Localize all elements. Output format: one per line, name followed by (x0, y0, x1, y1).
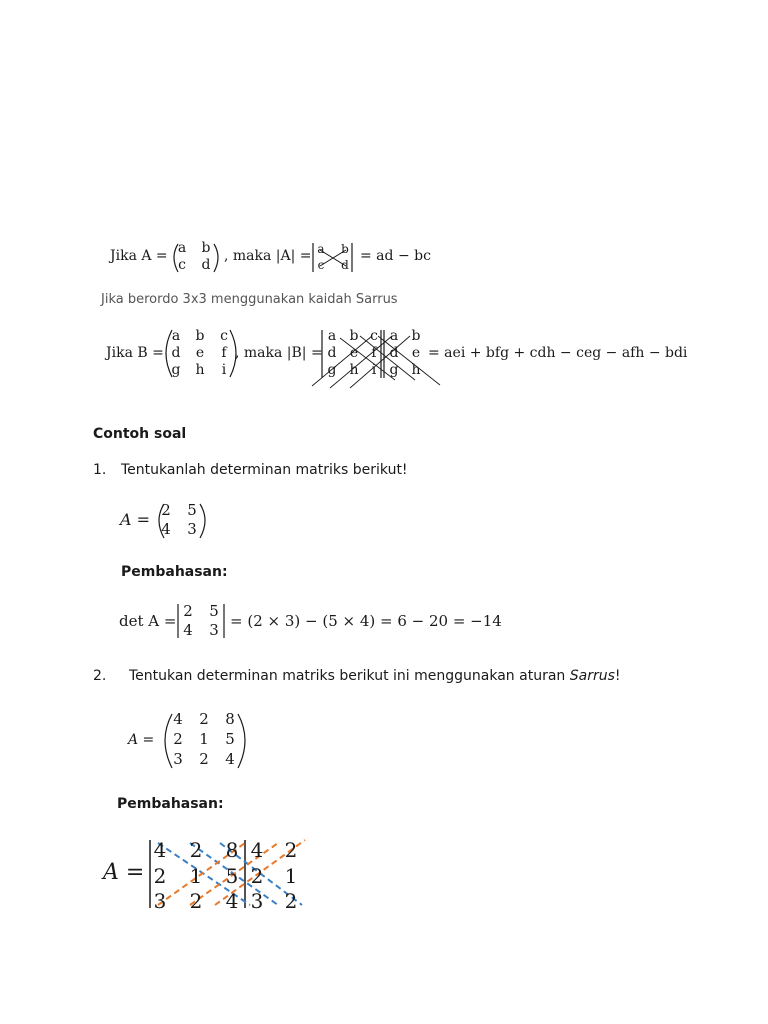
formula2-det-cell: d (389, 345, 399, 361)
formula2-det-cell: c (370, 328, 378, 344)
formula1-m-b: b (201, 240, 211, 256)
q2-det-cell: 3 (153, 889, 167, 913)
q2-m-cell: 3 (173, 750, 183, 768)
formula1-m-c: c (178, 257, 186, 273)
q1-number: 1. (93, 462, 107, 478)
q2-det-cell: 5 (225, 864, 239, 888)
q2-m-cell: 5 (225, 730, 235, 748)
q2-det-cell: 4 (225, 889, 239, 913)
formula2-det-cell: b (349, 328, 359, 344)
formula2-det-cell: f (371, 345, 377, 361)
formula2-det-cell: g (389, 362, 399, 378)
formula1-det-a: a (317, 242, 325, 256)
formula1-prefix: Jika A = (110, 248, 168, 264)
formula2-det-cell: a (389, 328, 399, 344)
q1-solution-title: Pembahasan: (121, 564, 228, 580)
formula2-m-d: d (171, 345, 181, 361)
q1-m-cell: 3 (187, 520, 197, 538)
q2-m-cell: 4 (225, 750, 235, 768)
q2-number: 2. (93, 668, 107, 684)
formula2-det-cell: b (411, 328, 421, 344)
q1-det-cell: 2 (183, 602, 193, 620)
q1-m-cell: 2 (161, 501, 171, 519)
formula1-mid: , maka |A| = (224, 248, 312, 264)
q2-det-cell: 2 (189, 889, 203, 913)
q2-m-cell: 8 (225, 710, 235, 728)
q1-label: A = (120, 510, 151, 529)
formula1-result: = ad − bc (360, 248, 431, 264)
q2-det-cell: 2 (189, 838, 203, 862)
q1-det-cell: 4 (183, 621, 193, 639)
q1-det-cell: 3 (209, 621, 219, 639)
sarrus-note: Jika berordo 3x3 menggunakan kaidah Sarrus (101, 292, 398, 307)
formula2-m-g: g (171, 362, 181, 378)
q2-solution-title: Pembahasan: (117, 796, 224, 812)
formula2-prefix: Jika B = (106, 345, 164, 361)
formula2-det-cell: g (327, 362, 337, 378)
q2-det-cell: 1 (189, 864, 203, 888)
formula2-det-cell: e (349, 345, 359, 361)
formula2-m-c: c (220, 328, 228, 344)
section-title: Contoh soal (93, 426, 187, 442)
formula2-m-e: e (195, 345, 205, 361)
q1-det-cell: 5 (209, 602, 219, 620)
formula1-m-d: d (201, 257, 211, 273)
q2-m-cell: 2 (173, 730, 183, 748)
q1-m-cell: 5 (187, 501, 197, 519)
q2-m-cell: 4 (173, 710, 183, 728)
formula2-m-a: a (171, 328, 181, 344)
formula2-det-cell: h (349, 362, 359, 378)
q1-text: Tentukanlah determinan matriks berikut! (121, 462, 408, 478)
q2-label: A = (128, 732, 155, 748)
q2-det-cell: 2 (284, 838, 298, 862)
formula2-det-cell: e (411, 345, 421, 361)
q2-m-cell: 2 (199, 710, 209, 728)
q2-det-cell: 4 (250, 838, 264, 862)
q2-det-cell: 3 (250, 889, 264, 913)
formula2-result: = aei + bfg + cdh − ceg − afh − bdi (428, 345, 688, 361)
formula2-det-cell: h (411, 362, 421, 378)
q2-det-cell: 1 (284, 864, 298, 888)
formula2-m-b: b (195, 328, 205, 344)
q2-det-cell: 8 (225, 838, 239, 862)
q1-result: = (2 × 3) − (5 × 4) = 6 − 20 = −14 (230, 612, 502, 630)
formula1-det-b: b (341, 242, 349, 256)
q2-det-cell: 2 (284, 889, 298, 913)
formula2-det-cell: d (327, 345, 337, 361)
q2-det-cell: 4 (153, 838, 167, 862)
q2-det-cell: 2 (153, 864, 167, 888)
formula2-det-cell: a (327, 328, 337, 344)
q2-m-cell: 2 (199, 750, 209, 768)
formula2-mid: , maka |B| = (235, 345, 323, 361)
formula2-det-cell: i (371, 362, 377, 378)
q1-m-cell: 4 (161, 520, 171, 538)
q2-det-cell: 2 (250, 864, 264, 888)
formula1-det-c: c (317, 258, 325, 272)
formula1-m-a: a (177, 240, 187, 256)
formula2-m-h: h (195, 362, 205, 378)
formula1-det-d: d (341, 258, 349, 272)
q2-m-cell: 1 (199, 730, 209, 748)
formula2-m-i: i (221, 362, 227, 378)
q2-text: Tentukan determinan matriks berikut ini menggunakan aturan Sarrus! (129, 668, 621, 684)
formula2-m-f: f (221, 345, 227, 361)
q2-det-label: A = (103, 860, 145, 885)
q1-det-label: det A = (119, 612, 177, 630)
